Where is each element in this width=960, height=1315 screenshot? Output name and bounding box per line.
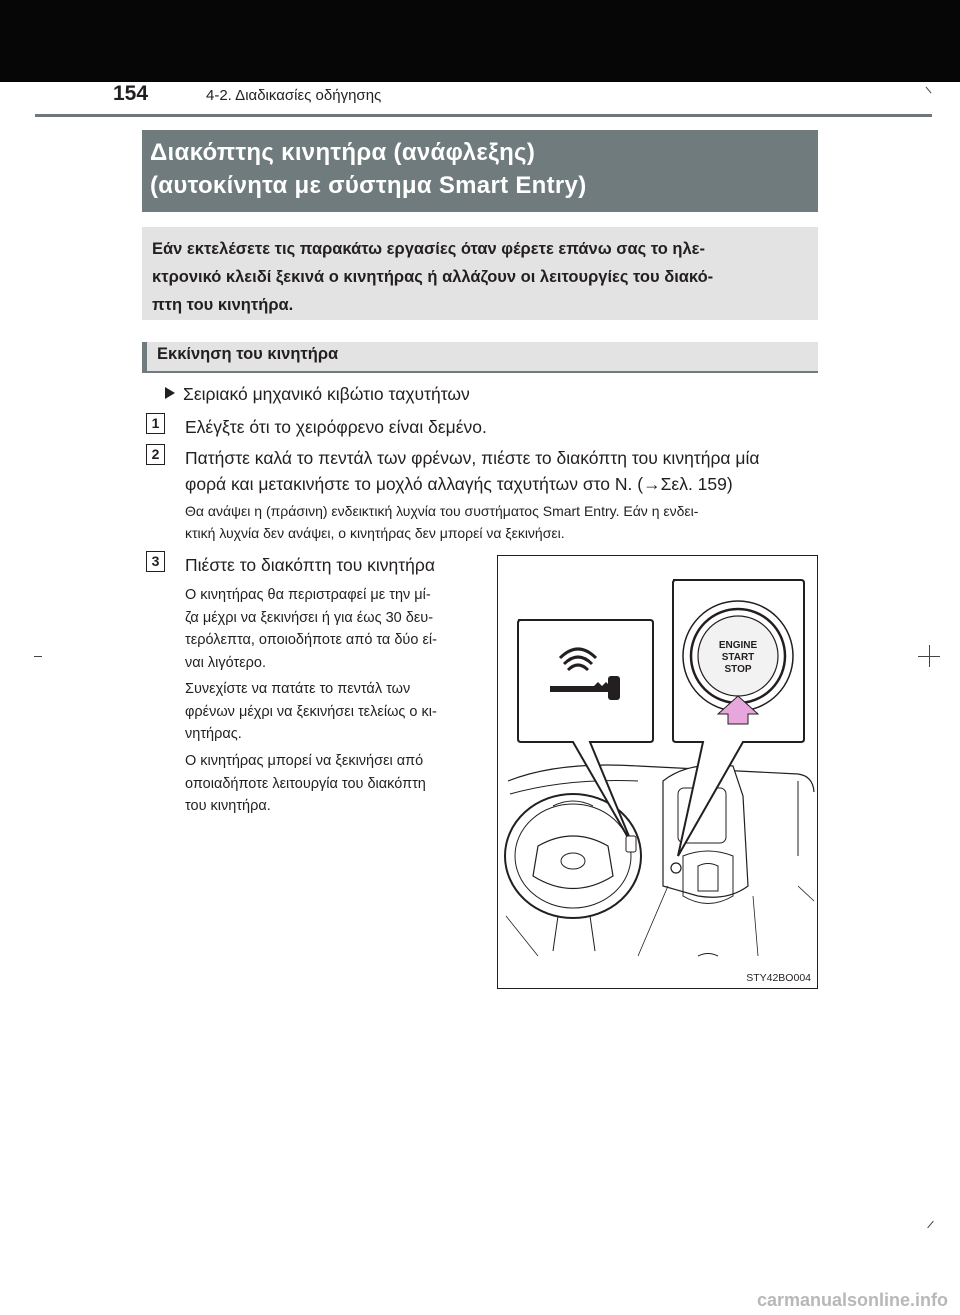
key-fob-in-car [626,836,636,852]
step-2-note-line-2: κτική λυχνία δεν ανάψει, ο κινητήρας δεν μπορεί να ξεκινήσει. [185,525,565,541]
dashboard-illustration [498,556,818,989]
para1-line-1: Ο κινητήρας θα περιστραφεί με την μί- [185,587,431,603]
intro-line-3: πτη του κινητήρα. [152,296,294,314]
dashboard-top-line [508,765,814,792]
console-lower-detail [698,954,718,957]
para3-line-3: του κινητήρα. [185,798,271,814]
figure-code: STY42BO004 [746,972,811,984]
section-breadcrumb: 4-2. Διαδικασίες οδήγησης [206,87,382,104]
step-3-paragraph-3 [185,750,482,818]
intro-line-1: Εάν εκτελέσετε τις παρακάτω εργασίες όταν φέρετε επάνω σας το ηλε- [152,240,705,258]
steering-wheel-hub [533,836,613,889]
step-number-2: 2 [146,444,165,465]
para3-line-1: Ο κινητήρας μπορεί να ξεκινήσει από [185,753,424,769]
intro-line-2: κτρονικό κλειδί ξεκινά ο κινητήρας ή αλλάζουν οι λειτουργίες του διακό- [152,268,714,286]
crop-mark-bottom-right [927,1221,934,1229]
button-label-line-1: ENGINE [718,640,758,651]
watermark: carmanualsonline.info [756,1290,948,1310]
title-line-1: Διακόπτης κινητήρα (ανάφλεξης) [150,139,536,166]
para2-line-3: νητήρας. [185,726,242,742]
intro-box [142,227,818,320]
step-number-3: 3 [146,551,165,572]
crop-mark-right-v [929,645,930,667]
illustration-engine-start-button [497,555,818,989]
bullet-item [165,384,470,405]
step-3-paragraph-1 [185,584,482,674]
crop-mark-top-right [926,87,932,94]
para2-line-1: Συνεχίστε να πατάτε το πεντάλ των [185,681,411,697]
step-3-heading: Πιέστε το διακόπτη του κινητήρα [185,555,435,575]
para3-line-2: οποιαδήποτε λειτουργία του διακόπτη [185,775,426,792]
dashboard-line-2 [510,781,638,794]
header-divider [35,114,932,117]
page-number: 154 [113,82,149,105]
door-lines [506,886,814,956]
crop-mark-left [34,656,42,657]
para1-line-4: ναι λιγότερο. [185,654,266,671]
section-title [142,130,818,212]
para2-line-2: φρένων μέχρι να ξεκινήσει τελείως ο κι- [185,703,437,720]
subheading: Εκκίνηση του κινητήρα [142,342,818,373]
step-3-paragraph-2 [185,678,482,746]
triangle-bullet-icon [165,387,175,399]
steering-column [553,916,595,951]
top-black-bar [0,0,960,82]
button-label-line-3: STOP [724,664,752,675]
button-label-line-2: START [721,652,755,663]
step-2-note-line-1: Θα ανάψει η (πράσινη) ενδεικτική λυχνία του συστήματος Smart Entry. Εάν η ενδει- [185,503,699,519]
step-2-line-1: Πατήστε καλά το πεντάλ των φρένων, πιέστε το διακόπτη του κινητήρα μία [185,448,760,468]
step-1-text: Ελέγξτε ότι το χειρόφρενο είναι δεμένο. [185,417,487,437]
para1-line-2: ζα μέχρι να ξεκινήσει ή για έως 30 δευ- [185,609,434,626]
step-number-1: 1 [146,413,165,434]
title-line-2: (αυτοκίνητα με σύστημα Smart Entry) [150,172,587,199]
para1-line-3: τερόλεπτα, οποιοδήποτε από τα δύο εί- [185,632,437,648]
key-callout-box [518,620,653,846]
bullet-text: Σειριακό μηχανικό κιβώτιο ταχυτήτων [183,384,470,404]
step-2-line-2: φορά και μετακινήστε το μοχλό αλλαγής ταχυτήτων στο N. (→Σελ. 159) [185,474,733,494]
